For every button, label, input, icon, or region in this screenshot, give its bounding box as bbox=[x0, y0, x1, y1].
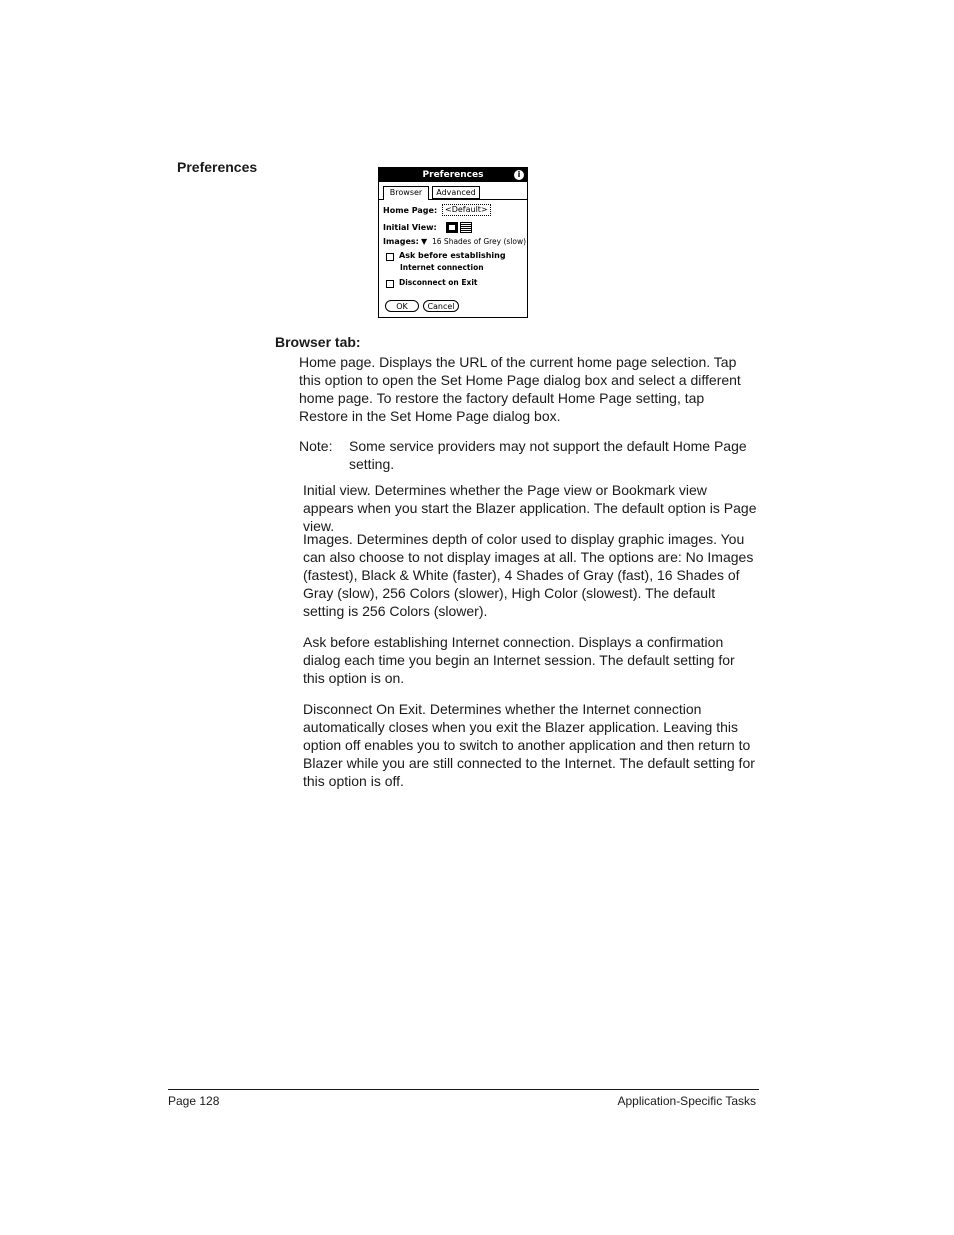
info-icon[interactable]: i bbox=[514, 170, 524, 180]
paragraph-disconnect: Disconnect On Exit. Determines whether the Internet connection automatically closes when you exit the Blazer application. Leaving this option off enables you to switch to another application and then return to Blazer while you are still connected to the Internet. The default setting for this option is off. bbox=[303, 701, 755, 789]
subsection-title: Browser tab: bbox=[275, 334, 361, 350]
note-text: Some service providers may not support the default Home Page setting. bbox=[349, 438, 747, 472]
page-number: Page 128 bbox=[168, 1094, 220, 1108]
footer-rule bbox=[168, 1089, 759, 1090]
initial-view-label: Initial View: bbox=[383, 223, 437, 232]
paragraph-ask-before: Ask before establishing Internet connection. Displays a confirmation dialog each time you begin an Internet session. The default setting for this option is on. bbox=[303, 634, 735, 686]
disconnect-label: Disconnect on Exit bbox=[399, 278, 478, 287]
paragraph-home-page: Home page. Displays the URL of the current home page selection. Tap this option to open the Set Home Page dialog box and select a different home page. To restore the factory default Home Page setting, tap Restore in the Set Home Page dialog box. bbox=[299, 354, 741, 424]
home-page-label: Home Page: bbox=[383, 206, 438, 215]
images-select[interactable]: 16 Shades of Grey (slow) bbox=[432, 237, 527, 246]
tab-browser[interactable]: Browser bbox=[383, 186, 429, 200]
images-label: Images: bbox=[383, 237, 419, 246]
ask-label-line2: Internet connection bbox=[400, 263, 484, 272]
paragraph-initial-view: Initial view. Determines whether the Page view or Bookmark view appears when you start the Blazer application. The default option is Page view. bbox=[303, 482, 757, 534]
ask-checkbox[interactable] bbox=[386, 253, 394, 261]
section-title: Preferences bbox=[177, 159, 258, 175]
ask-label-line1: Ask before establishing bbox=[399, 251, 506, 260]
tab-advanced[interactable]: Advanced bbox=[432, 186, 480, 199]
disconnect-checkbox[interactable] bbox=[386, 280, 394, 288]
note-label: Note: bbox=[299, 438, 333, 454]
paragraph-images: Images. Determines depth of color used to display graphic images. You can also choose to not display images at all. The options are: No Images (fastest), Black & White (faster), 4 Shades of Gray (fast), 16 Shades of Gray (slow), 256 Colors (slower), High Color (slowest). The default setting is 256 Colors (slower). bbox=[303, 531, 754, 619]
cancel-button[interactable]: Cancel bbox=[423, 300, 459, 312]
device-title: Preferences bbox=[379, 168, 527, 182]
home-page-selector[interactable]: <Default> bbox=[442, 204, 491, 216]
page-view-icon[interactable] bbox=[446, 222, 458, 233]
preferences-screenshot bbox=[378, 167, 528, 318]
bookmark-view-icon[interactable] bbox=[460, 222, 472, 233]
ok-button[interactable]: OK bbox=[385, 300, 419, 312]
images-dropdown-arrow-icon[interactable]: ▼ bbox=[421, 237, 428, 246]
chapter-title: Application-Specific Tasks bbox=[617, 1094, 756, 1108]
